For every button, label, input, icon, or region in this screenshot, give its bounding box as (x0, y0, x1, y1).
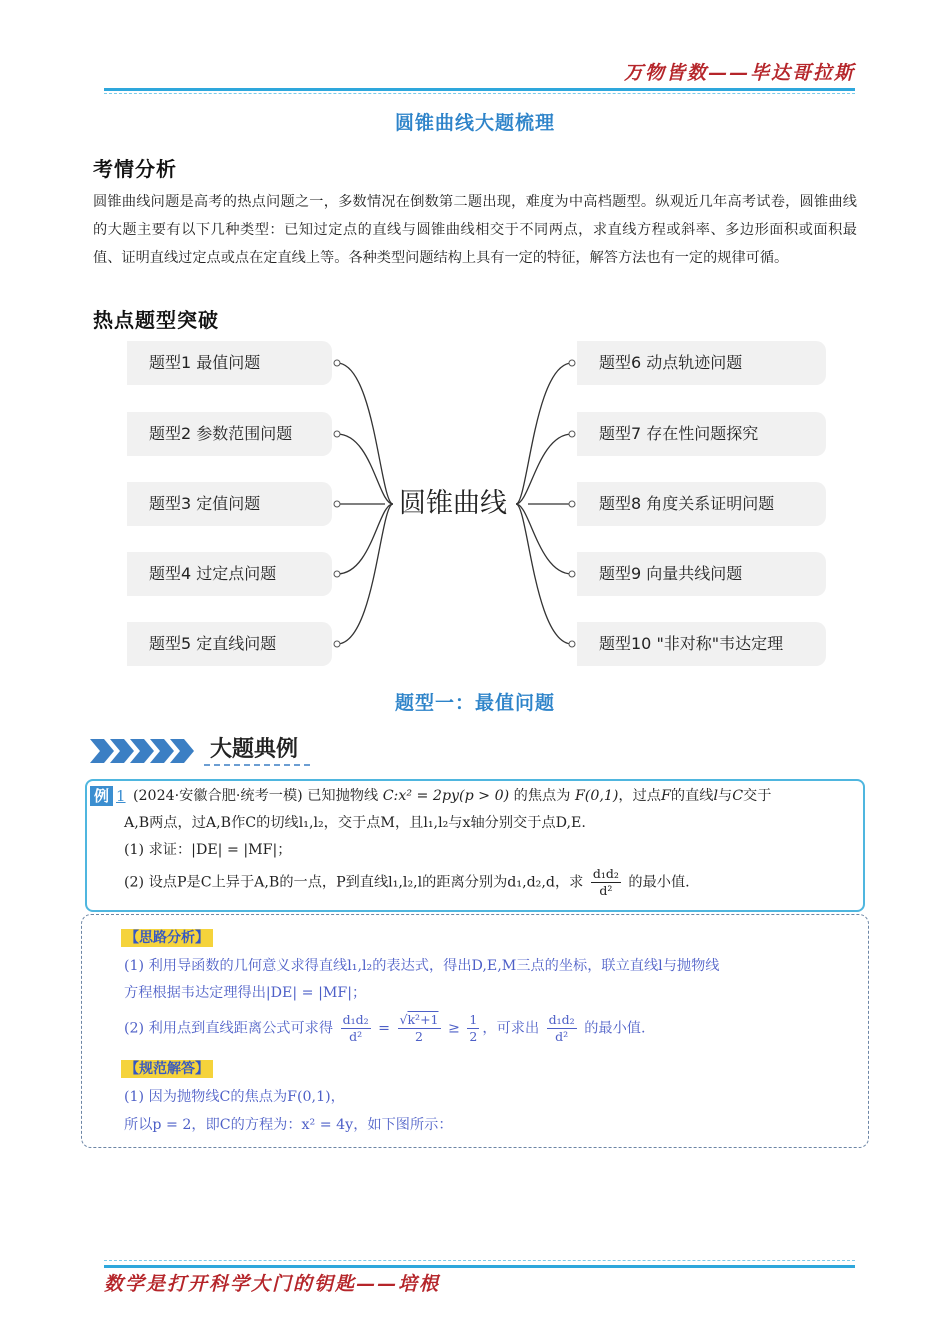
fraction-d1d2-over-d2 (591, 866, 621, 899)
example-line-1 (133, 785, 861, 807)
math-curve: C:x² = 2py(p > 0) (382, 788, 510, 804)
connector-right-5 (516, 504, 572, 644)
footer-rule-dashed (104, 1260, 855, 1261)
example-question-1: (1) 求证：|DE| = |MF|； (124, 842, 292, 858)
example-number: 1 (116, 787, 126, 805)
mindmap-item-4: 题型4 过定点问题 (127, 552, 332, 596)
example-line-2: A,B两点，过A,B作C的切线l₁,l₂，交于点M，且l₁,l₂与x轴分别交于点D,E. (124, 815, 586, 831)
frac-num: d₁d₂ (592, 866, 619, 881)
footer-rule (104, 1265, 855, 1268)
analysis-p2: (2) 利用点到直线距离公式可求得 $\frac{\text{d₁d₂}}{\text{d²}}$ = $\frac{\text{√k²+1}}{2}$ ≥ $\frac{1}{2}$ ，可求出 $\frac{\text{d₁d₂}}{\text{d²}}$ 的最小值. (124, 1012, 646, 1044)
analysis-tag (121, 927, 213, 948)
example-stem-d: 的直线 (670, 788, 714, 804)
mindmap-item-1: 题型1 最值问题 (127, 341, 332, 385)
frac-den: d² (599, 883, 613, 898)
analysis-frac-1 (341, 1012, 371, 1045)
solution-tag (121, 1058, 213, 1079)
half-num: 1 (469, 1012, 478, 1027)
analysis-tag-label: 【思路分析】 (121, 929, 213, 947)
frac-den: d² (555, 1029, 569, 1044)
math-F: F (661, 788, 671, 804)
header-rule-dashed (104, 93, 855, 94)
analysis-p1-line2: 方程根据韦达定理得出|DE| = |MF|； (124, 985, 367, 1001)
frac-den: d² (349, 1029, 363, 1044)
example-question-2 (124, 866, 690, 899)
analysis-paragraph: 圆锥曲线问题是高考的热点问题之一，多数情况在倒数第二题出现，难度为中高档题型。纵观近几年高考试卷，圆锥曲线的大题主要有以下几种类型：已知过定点的直线与圆锥曲线相交于不同两点，求直线方程或斜率、多边形面积或面积最值、证明直线过定点或点在定直线上等。各种类型问题结构上具有一定的特征，解答方法也有一定的规律可循。 (93, 194, 857, 266)
connector-left-4 (337, 504, 393, 574)
example-stem-a: 已知抛物线 (307, 788, 379, 804)
document-title: 圆锥曲线大题梳理 (394, 112, 555, 134)
mindmap-item-10: 题型10 "非对称"韦达定理 (577, 622, 826, 666)
example-stem-f: 交于 (743, 788, 772, 804)
math-C: C (732, 788, 744, 804)
solution-tag-label: 【规范解答】 (121, 1060, 213, 1078)
analysis-frac-half (467, 1012, 479, 1045)
frac-num: d₁d₂ (342, 1012, 369, 1027)
mindmap-item-9: 题型9 向量共线问题 (577, 552, 826, 596)
analysis-heading: 考情分析 (93, 157, 177, 181)
frac-num: d₁d₂ (548, 1012, 575, 1027)
header-motto: 万物皆数——毕达哥拉斯 (623, 62, 855, 84)
connector-right-4 (516, 504, 572, 574)
math-focus: F(0,1) (574, 788, 619, 804)
example-q2-a: (2) 设点P是C上异于A,B的一点，P到直线l₁,l₂,l的距离分别为d₁,d₂,d，求 (124, 874, 584, 891)
example-stem-b: 的焦点为 (513, 788, 571, 804)
analysis-p2-b: ，可求出 (482, 1020, 540, 1037)
example-stem-c: ，过点 (618, 788, 661, 804)
sqrt-expr: k²+1 (407, 1012, 439, 1027)
math-l: l (713, 788, 718, 804)
example-source: (2024·安徽合肥·统考一模) (133, 788, 303, 804)
mindmap-item-3: 题型3 定值问题 (127, 482, 332, 526)
mindmap-item-8: 题型8 角度关系证明问题 (577, 482, 826, 526)
solution-line-1: (1) 因为抛物线C的焦点为F(0,1)， (124, 1089, 345, 1105)
mindmap-center: 圆锥曲线 (399, 488, 507, 519)
sqrt-den: 2 (415, 1029, 423, 1044)
analysis-p2-a: (2) 利用点到直线距离公式可求得 (124, 1020, 334, 1037)
mindmap-item-5: 题型5 定直线问题 (127, 622, 332, 666)
example-stem-e: 与 (717, 788, 733, 804)
connector-right-1 (516, 363, 572, 504)
connector-left-5 (337, 504, 393, 644)
connector-right-2 (516, 434, 572, 504)
analysis-p1-line1: (1) 利用导函数的几何意义求得直线l₁,l₂的表达式，得出D,E,M三点的坐标，联立直线l与抛物线 (124, 958, 720, 974)
hot-topics-heading: 热点题型突破 (93, 308, 219, 332)
solution-line-2: 所以p = 2，即C的方程为：x² = 4y，如下图所示： (124, 1117, 453, 1133)
footer-motto: 数学是打开科学大门的钥匙——培根 (104, 1273, 441, 1295)
analysis-frac-2 (547, 1012, 577, 1045)
mindmap-item-6: 题型6 动点轨迹问题 (577, 341, 826, 385)
connector-left-1 (337, 363, 393, 504)
analysis-p2-c: 的最小值. (584, 1020, 646, 1037)
example-tag: 例 (90, 786, 113, 806)
analysis-frac-sqrt: $\frac{\text{√k²+1}}{2}$ (399, 1012, 439, 1044)
example-q2-b: 的最小值. (628, 874, 690, 891)
banner-label: 大题典例 (210, 737, 299, 762)
header-rule (104, 88, 855, 91)
mindmap-item-7: 题型7 存在性问题探究 (577, 412, 826, 456)
connector-left-2 (337, 434, 393, 504)
mindmap-item-2: 题型2 参数范围问题 (127, 412, 332, 456)
type1-title: 题型一：最值问题 (394, 692, 555, 714)
half-den: 2 (469, 1029, 478, 1044)
